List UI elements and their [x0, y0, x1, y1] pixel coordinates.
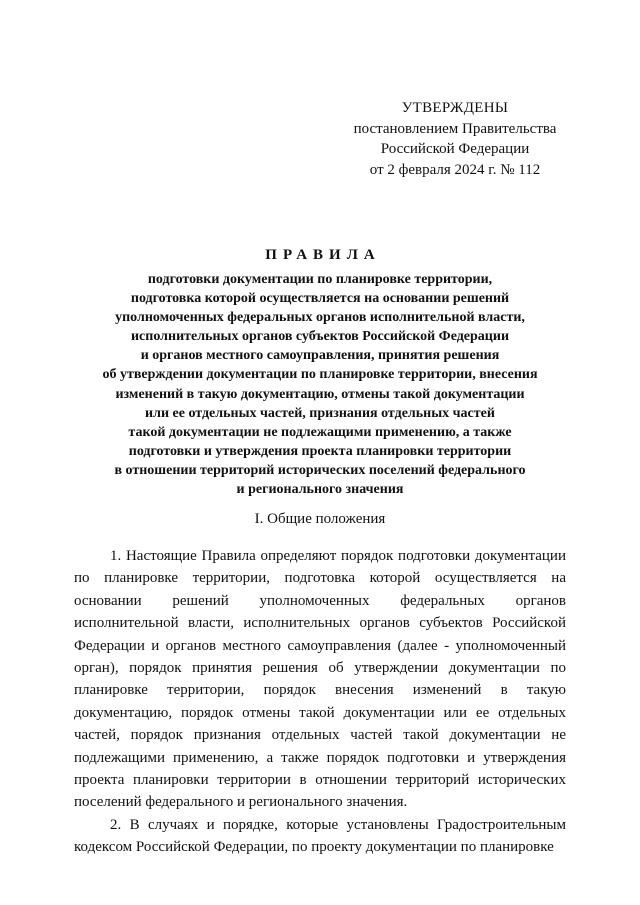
subtitle-line: исполнительных органов субъектов Российской Федерации: [130, 329, 510, 345]
approval-stamp: [320, 98, 590, 180]
document-title: ПРАВИЛА: [265, 247, 381, 263]
subtitle-line: изменений в такую документацию, отмены такой документации: [115, 386, 525, 402]
paragraph: 2. В случаях и порядке, которые установлены Градостроительным кодексом Российской Федерации, по проекту документации по планировке: [74, 816, 566, 856]
approval-line: Российской Федерации: [380, 141, 530, 157]
subtitle-line: и регионального значения: [236, 482, 404, 498]
subtitle-line: уполномоченных федеральных органов исполнительной власти,: [115, 310, 525, 326]
subtitle-line: подготовка которой осуществляется на основании решений: [130, 291, 510, 307]
subtitle-line: в отношении территорий исторических поселений федерального: [114, 462, 526, 478]
approval-date-line: от 2 февраля 2024 г. № 112: [369, 161, 541, 178]
subtitle-line: об утверждении документации по планировке территории, внесения: [102, 367, 538, 383]
section-heading: I. Общие положения: [254, 511, 386, 527]
document-subtitle: [50, 270, 590, 499]
approval-title: УТВЕРЖДЕНЫ: [401, 100, 509, 116]
approval-line: постановлением Правительства: [353, 120, 557, 137]
subtitle-line: и органов местного самоуправления, принятия решения: [140, 348, 500, 364]
section-body: [74, 545, 566, 859]
subtitle-line: подготовки документации по планировке территории,: [147, 272, 493, 287]
paragraph: 1. Настоящие Правила определяют порядок подготовки документации по планировке территории, подготовка которой осуществляется на основании решений уполномоченных федеральных органов исполнительной власти, исполнительных органов субъектов Российской Федерации и органов местного самоуправления (далее - уполномоченный орган), порядок принятия решения об утверждении документации по планировке территории, порядок внесения изменений в такую документацию, порядок отмены такой документации или ее отдельных частей, порядок признания отдельных частей такой документации не подлежащими применению, а также порядок подготовки и утверждения проекта планировки территории в отношении территорий исторических поселений федерального и регионального значения.: [74, 548, 566, 811]
subtitle-line: такой документации не подлежащими применению, а также: [128, 424, 512, 440]
subtitle-line: или ее отдельных частей, признания отдельных частей: [145, 405, 495, 421]
subtitle-line: подготовки и утверждения проекта планировки территории: [128, 443, 512, 459]
